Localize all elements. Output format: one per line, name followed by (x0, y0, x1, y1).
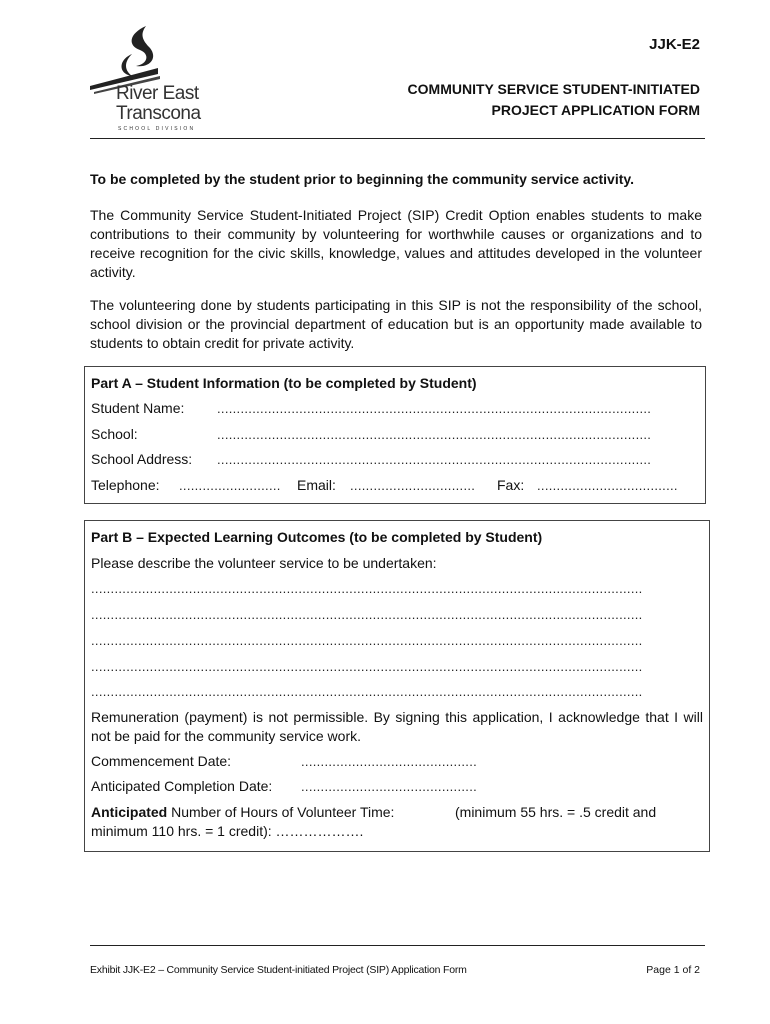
part-a-heading: Part A – Student Information (to be completed by Student) (91, 375, 477, 391)
commencement-date-label: Commencement Date: (91, 753, 232, 769)
part-a-section (84, 366, 706, 504)
remuneration-statement: Remuneration (payment) is not permissible. By signing this application, I acknowledge that I will not be paid for the community service work. (91, 709, 703, 744)
intro-paragraph-1: The Community Service Student-Initiated Project (SIP) Credit Option enables students to make contributions to their community by volunteering for worthwhile causes or organizations and to receive recognition for the civic skills, knowledge, values and attitudes developed in the volunteer activity. (90, 207, 702, 280)
describe-service-label: Please describe the volunteer service to be undertaken: (91, 555, 437, 571)
footer-exhibit-text: Exhibit JJK-E2 – Community Service Student-initiated Project (SIP) Application Form (90, 964, 467, 976)
footer-divider (90, 945, 705, 946)
commencement-date-field[interactable]: ............................................. (301, 754, 478, 769)
email-field[interactable]: ................................ (350, 478, 476, 493)
description-line-5[interactable]: ............................................................................................................................................. (91, 684, 643, 699)
form-title-line2: PROJECT APPLICATION FORM (491, 102, 700, 118)
telephone-field[interactable]: .......................... (179, 478, 281, 493)
volunteer-hours-label-bold: Anticipated (91, 804, 168, 820)
volunteer-hours-label (91, 804, 394, 820)
part-b-heading: Part B – Expected Learning Outcomes (to be completed by Student) (91, 529, 543, 545)
description-line-3[interactable]: ............................................................................................................................................. (91, 633, 643, 648)
description-line-2[interactable]: ............................................................................................................................................. (91, 607, 643, 622)
fax-field[interactable]: .................................... (537, 478, 678, 493)
header-divider (90, 138, 705, 139)
form-title (408, 79, 700, 121)
completion-date-field[interactable]: ............................................. (301, 779, 478, 794)
form-code: JJK-E2 (649, 36, 700, 53)
part-b-section (84, 520, 710, 852)
fax-label: Fax: (497, 477, 525, 493)
student-name-field[interactable]: ............................................................................................................... (217, 401, 652, 416)
school-address-label: School Address: (91, 451, 193, 467)
telephone-label: Telephone: (91, 477, 160, 493)
logo-text-river-east: River East (116, 83, 199, 104)
intro-paragraph-2: The volunteering done by students participating in this SIP is not the responsibility of the school, school division or the provincial department of education but is an opportunity made available to students to obtain credit for private activity. (90, 297, 702, 351)
page-number: Page 1 of 2 (646, 964, 700, 976)
form-title-line1: COMMUNITY SERVICE STUDENT-INITIATED (407, 81, 700, 97)
completion-date-label: Anticipated Completion Date: (91, 778, 273, 794)
minimum-hours-note-line2[interactable]: minimum 110 hrs. = 1 credit): ………………. (91, 823, 364, 839)
logo-text-school-division: SCHOOL DIVISION (118, 126, 196, 132)
school-address-field[interactable]: ............................................................................................................... (217, 452, 652, 467)
school-field[interactable]: ............................................................................................................... (217, 427, 652, 442)
description-line-1[interactable]: ............................................................................................................................................. (91, 581, 643, 596)
school-label: School: (91, 426, 138, 442)
student-name-label: Student Name: (91, 400, 185, 416)
description-line-4[interactable]: ............................................................................................................................................. (91, 659, 643, 674)
lead-instruction: To be completed by the student prior to beginning the community service activity. (90, 171, 635, 187)
volunteer-hours-label-rest: Number of Hours of Volunteer Time: (167, 804, 395, 820)
division-logo (88, 24, 208, 134)
minimum-hours-note: (minimum 55 hrs. = .5 credit and (455, 804, 657, 820)
logo-text-transcona: Transcona (116, 103, 201, 124)
email-label: Email: (297, 477, 336, 493)
